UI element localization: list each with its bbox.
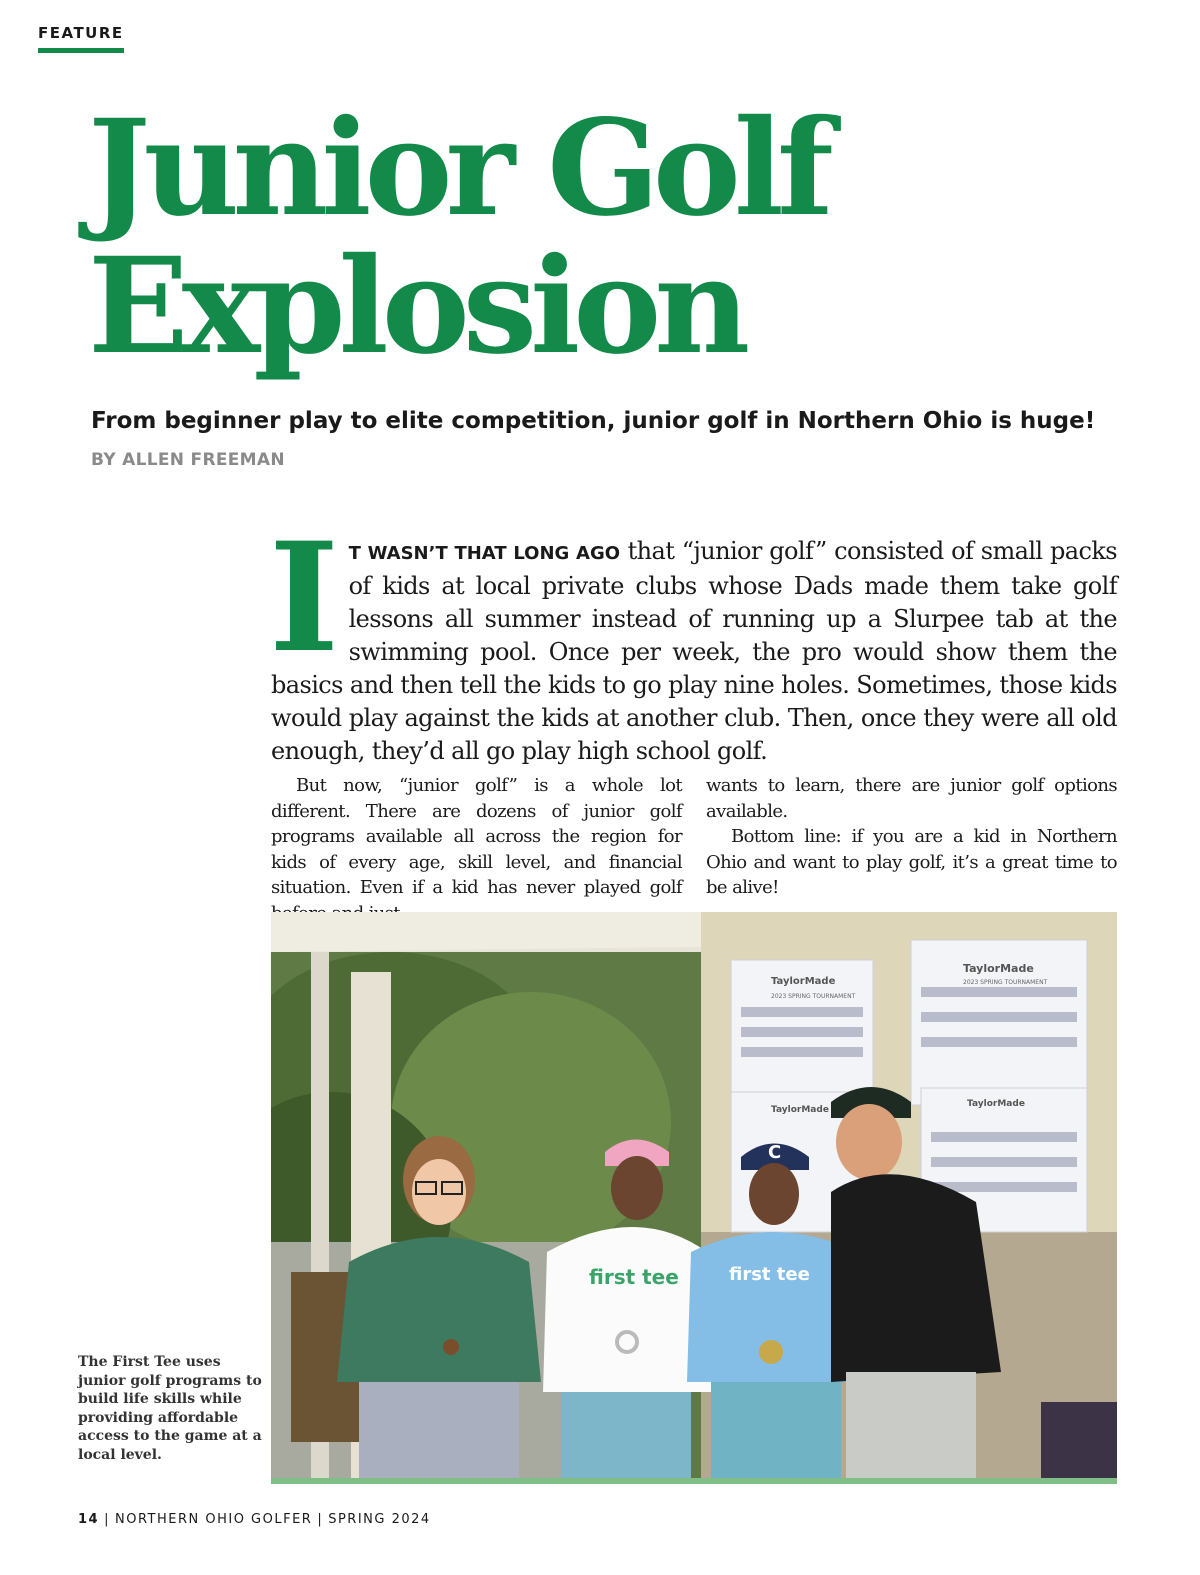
lede-paragraph: [269, 510, 1117, 768]
deck: From beginner play to elite competition, junior golf in Northern Ohio is huge!: [91, 408, 1096, 434]
photo-caption: The First Tee uses junior golf programs to build life skills while providing affordable access to the game at a local level.: [78, 1354, 262, 1463]
issue-date: SPRING 2024: [328, 1512, 431, 1527]
board-logo-1: TaylorMade: [771, 976, 836, 987]
body-columns: [271, 773, 1117, 926]
board-logo-2: TaylorMade: [963, 962, 1034, 975]
publication-name: NORTHERN OHIO GOLFER: [114, 1512, 313, 1527]
board-logo-4: TaylorMade: [967, 1099, 1025, 1109]
body-paragraph: But now, “junior golf” is a whole lot different. There are dozens of junior golf programs available all across the region for kids of every age, skill level, and financial situation. Even if a kid has never played golf: [271, 775, 682, 898]
cap-letter: C: [768, 1142, 782, 1163]
shirt-logo-2: first tee: [729, 1264, 810, 1285]
body-column-2: [706, 773, 1117, 926]
headline: [88, 91, 1088, 384]
page-footer: 14 | NORTHERN OHIO GOLFER | SPRING 2024: [78, 1512, 431, 1527]
headline-line-1: Junior Golf: [88, 91, 827, 246]
board-subtitle-2: 2023 SPRING TOURNAMENT: [963, 979, 1048, 986]
section-label: FEATURE: [38, 24, 124, 53]
photo-illustration: [271, 912, 1117, 1478]
feature-photo: [271, 912, 1117, 1484]
board-logo-3: TaylorMade: [771, 1105, 829, 1115]
lede-lead-in: T WASN’T THAT LONG AGO: [348, 543, 621, 564]
shirt-logo-1: first tee: [589, 1265, 679, 1289]
byline: BY ALLEN FREEMAN: [91, 450, 285, 470]
drop-cap: I: [269, 510, 339, 686]
body-column-1: [271, 773, 682, 926]
page-number: 14: [78, 1512, 100, 1527]
body-paragraph-continued: wants to learn, there are junior golf options available.: [706, 775, 1117, 822]
headline-line-2: Explosion: [88, 229, 744, 384]
lede-text: that “junior golf” consisted of small packs of kids at local private clubs whose Dads made them take golf lessons all summer instead of running up a Slurpee tab at the swimming pool. Once per week, the pro would show them the basics and then tell the kids to go play nine holes. Sometimes, those kids would play against the kids at another club. Then, once they were all old enough, they’d all go play high school golf.: [271, 537, 1117, 765]
board-subtitle-1: 2023 SPRING TOURNAMENT: [771, 993, 856, 1000]
body-paragraph: Bottom line: if you are a kid in Northern Ohio and want to play golf, it’s a great time to be alive!: [706, 826, 1117, 898]
